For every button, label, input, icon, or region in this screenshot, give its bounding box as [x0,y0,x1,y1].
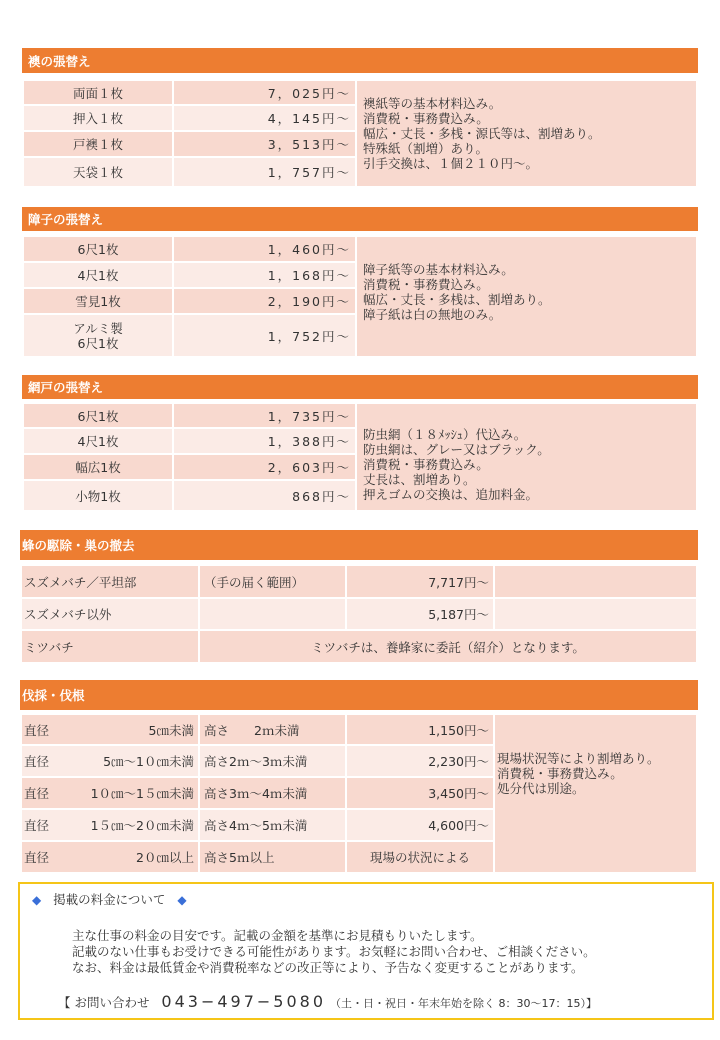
item-cell: 4尺1枚 [23,428,173,454]
diameter-value: 1５㎝～2０㎝未満 [90,818,194,833]
diameter-label: 直径 [24,818,50,833]
table-row [21,598,697,630]
item-cell: 両面１枚 [23,80,173,105]
merged-note-cell: ミツバチは、養蜂家に委託（紹介）となります。 [199,630,697,663]
note-line: 消費税・事務費込み。 [363,276,489,292]
height-cell: 高さ5ｍ以上 [199,841,346,873]
note-line: 防虫網は、グレー又はブラック。 [363,441,550,457]
price-cell: 1，735円～ [173,403,356,428]
table-row [23,80,697,105]
note-line: 引手交換は、１個２１０円～。 [363,156,539,171]
note-line: 襖紙等の基本材料込み。 [363,96,502,111]
section-header [22,375,698,399]
condition-cell [199,598,346,630]
notice-line: 主な仕事の料金の目安です。記載の金額を基準にお見積もりいたします。 [72,928,483,943]
price-table [22,402,698,512]
height-cell: 高さ2ｍ～3ｍ未満 [199,745,346,777]
diameter-value: 1０㎝～1５㎝未満 [90,786,194,801]
item-line: アルミ製 [73,320,123,336]
price-cell: 4,600円～ [346,809,494,841]
note-line: 消費税・事務費込み。 [363,111,489,126]
note-line: 現場状況等により割増あり。 [497,751,660,766]
note-line: 消費税・事務費込み。 [363,456,489,472]
diameter-label: 直径 [24,786,50,801]
note-line: 押えゴムの交換は、追加料金。 [363,486,539,502]
empty-cell [494,565,697,598]
phone-number: 043−497−5080 [161,992,327,1011]
table-row [23,403,697,428]
diameter-cell [21,745,199,777]
diameter-cell [21,777,199,809]
item-cell: 押入１枚 [23,105,173,131]
diameter-value: 2０㎝以上 [136,850,194,865]
table-row [21,565,697,598]
table-row [23,236,697,262]
price-cell: 3,450円～ [346,777,494,809]
price-cell: 5,187円～ [346,598,494,630]
item-cell: 雪見1枚 [23,288,173,314]
item-cell: 4尺1枚 [23,262,173,288]
shoji-section [22,207,698,358]
diameter-label: 直径 [24,722,50,738]
condition-cell: （手の届く範囲） [199,565,346,598]
diameter-value: 5㎝～1０㎝未満 [103,754,194,769]
item-cell: 幅広1枚 [23,454,173,480]
price-cell: 3，513円～ [173,131,356,157]
price-cell: 1,150円～ [346,714,494,745]
note-line: 処分代は別途。 [497,781,585,796]
diamond-icon: ◆ [32,893,42,907]
section-header [22,207,698,231]
price-cell: 7，025円～ [173,80,356,105]
section-title: 襖の張替え [28,53,91,69]
notice-box [18,882,714,1020]
price-cell: 現場の状況による [346,841,494,873]
note-line: 障子紙は白の無地のみ。 [363,306,502,322]
price-cell: 1，168円～ [173,262,356,288]
contact-label: 【 お問い合わせ [58,995,150,1010]
table-row [21,714,697,745]
notice-line: なお、料金は最低賃金や消費税率などの改正等により、予告なく変更することがあります。 [72,960,584,975]
contact-hours: （土・日・祝日・年末年始を除く 8：30～17：15）】 [330,997,597,1010]
type-cell: スズメバチ／平坦部 [21,565,199,598]
item-cell: 6尺1枚 [23,236,173,262]
contact-line [58,992,597,1011]
note-line: 障子紙等の基本材料込み。 [363,261,514,277]
table-row [21,630,697,663]
diameter-cell [21,841,199,873]
section-header [20,680,698,710]
price-cell: 1，757円～ [173,157,356,187]
price-cell: 1，752円～ [173,314,356,357]
price-cell: 1，460円～ [173,236,356,262]
note-line: 消費税・事務費込み。 [497,766,623,781]
notice-body [72,928,596,976]
notes-cell [356,403,697,511]
price-table [22,235,698,358]
diamond-icon: ◆ [177,893,187,907]
section-header [20,530,698,560]
type-cell: スズメバチ以外 [21,598,199,630]
bee-section [20,530,698,664]
note-line: 幅広・丈長・多桟は、割増あり。 [363,291,551,307]
section-title: 蜂の駆除・巣の撤去 [22,538,135,553]
price-cell: 1，388円～ [173,428,356,454]
tree-section [20,680,698,874]
note-line: 防虫網（１８ﾒｯｼｭ）代込み。 [363,426,527,442]
note-line: 特殊紙（割増）あり。 [363,141,489,156]
price-cell: 2，603円～ [173,454,356,480]
notice-line: 記載のない仕事もお受けできる可能性があります。お気軽にお問い合わせ、ご相談ください。 [72,944,596,959]
item-cell [23,314,173,357]
section-title: 障子の張替え [28,212,104,227]
diameter-label: 直径 [24,754,50,769]
price-cell: 2,230円～ [346,745,494,777]
empty-cell [494,598,697,630]
notes-cell [356,80,697,187]
note-line: 丈長は、割増あり。 [363,471,476,487]
type-cell: ミツバチ [21,630,199,663]
section-header [22,48,698,73]
price-cell: 7,717円～ [346,565,494,598]
price-table [22,79,698,188]
notes-cell [494,714,697,873]
diameter-value: 5㎝未満 [148,722,194,738]
item-cell: 天袋１枚 [23,157,173,187]
price-cell: 4，145円～ [173,105,356,131]
section-title: 網戸の張替え [28,380,104,395]
notes-cell [356,236,697,357]
item-cell: 戸襖１枚 [23,131,173,157]
diameter-cell [21,714,199,745]
item-line: 6尺1枚 [77,335,119,351]
item-cell: 6尺1枚 [23,403,173,428]
diameter-cell [21,809,199,841]
fusuma-section [22,48,698,188]
price-cell: 2，190円～ [173,288,356,314]
notice-title-row [32,890,187,908]
height-cell: 高さ4ｍ～5ｍ未満 [199,809,346,841]
height-cell: 高さ 2ｍ未満 [199,714,346,745]
diameter-label: 直径 [24,850,50,865]
price-cell: 868円～ [173,480,356,511]
note-line: 幅広・丈長・多桟・源氏等は、割増あり。 [363,126,601,141]
price-table [20,713,698,874]
amido-section [22,375,698,512]
notice-title: 掲載の料金について [53,892,166,907]
item-cell: 小物1枚 [23,480,173,511]
height-cell: 高さ3ｍ～4ｍ未満 [199,777,346,809]
section-title: 伐採・伐根 [22,688,85,703]
price-table [20,564,698,664]
